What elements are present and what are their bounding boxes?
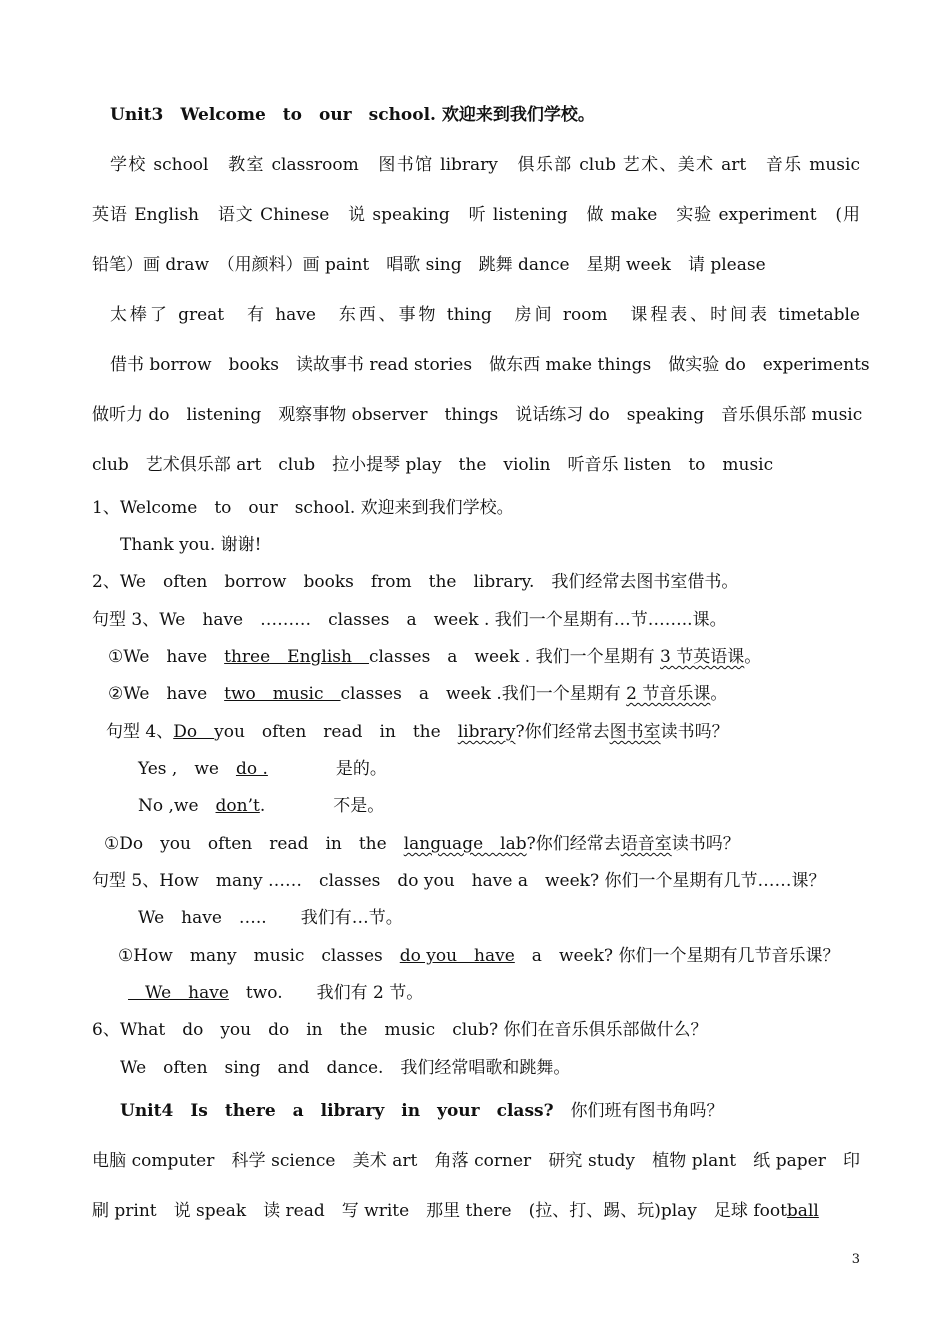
text-segment: ①We have [108, 647, 225, 667]
text-segment: ①Do you often read in the [104, 834, 404, 854]
pattern-5-example-answer [128, 982, 896, 1004]
wavy-underlined-text: language lab [403, 834, 527, 854]
pattern-4-example [104, 833, 872, 855]
underlined-text: We have [128, 983, 229, 1003]
vocab-line-6: 做听力 do listening 观察事物 observer things 说话练习 do speaking 音乐俱乐部 music [92, 405, 863, 425]
sentence-6: 6、What do you do in the music club? 你们在音乐俱乐部做什么？ [92, 1020, 708, 1040]
pattern-5-answer: We have ….. 我们有…节。 [138, 908, 403, 928]
unit4-title-english: Unit4 Is there a library in your class? [120, 1101, 554, 1121]
unit4-vocab-line-1: 电脑 computer 科学 science 美术 art 角落 corner 研究 study 植物 plant 纸 paper 印 [92, 1151, 860, 1171]
text-segment: ②We have [108, 684, 225, 704]
unit4-title-chinese: 你们班有图书角吗？ [553, 1101, 724, 1121]
sentence-6-answer: We often sing and dance. 我们经常唱歌和跳舞。 [120, 1058, 571, 1078]
vocab-line-7: club 艺术俱乐部 art club 拉小提琴 play the violin 听音乐 listen to music [92, 455, 774, 475]
underlined-text: two music [224, 684, 341, 704]
text-segment: 读书吗？ [660, 722, 729, 742]
pattern-4-yes [138, 758, 906, 780]
text-segment: a week? 你们一个星期有几节音乐课？ [514, 946, 840, 966]
sentence-1: 1、Welcome to our school. 欢迎来到我们学校。 [92, 498, 514, 518]
sentence-1-reply: Thank you. 谢谢! [120, 535, 262, 555]
vocab-line-1: 学校 school 教室 classroom 图书馆 library 俱乐部 club 艺术、美术 art 音乐 music [110, 155, 860, 175]
underlined-text: don’t [215, 796, 260, 816]
underlined-text: do . [235, 759, 268, 779]
text-segment: you often read in the [214, 722, 458, 742]
text-segment: . 不是。 [259, 796, 385, 816]
unit3-title: Unit3 Welcome to our school. 欢迎来到我们学校。 [110, 105, 595, 125]
text-segment: classes a week . 我们一个星期有 [368, 647, 661, 667]
page-number: 3 [851, 1252, 860, 1267]
text-segment: 刷 print 说 speak 读 read 写 write 那里 there (拉、打、踢、玩)play 足球 foot [92, 1201, 787, 1221]
wavy-underlined-text: library [457, 722, 516, 742]
vocab-line-4: 太棒了 great 有 have 东西、事物 thing 房间 room 课程表、时间表 timetable [110, 305, 860, 325]
wavy-underlined-text: 图书室 [609, 722, 661, 742]
sentence-2: 2、We often borrow books from the library. 我们经常去图书室借书。 [92, 572, 739, 592]
text-segment: ?你们经常去 [515, 722, 610, 742]
wavy-underlined-text: 2 节音乐课 [626, 684, 711, 704]
text-segment: 句型 4、 [106, 722, 174, 742]
underlined-text: do you have [399, 946, 515, 966]
pattern-4-no [138, 795, 906, 817]
pattern-3-example-2 [108, 683, 876, 705]
vocab-line-3: 铅笔）画 draw （用颜料）画 paint 唱歌 sing 跳舞 dance 星期 week 请 please [92, 255, 766, 275]
text-segment: ?你们经常去 [526, 834, 621, 854]
unit4-vocab-line-2 [92, 1200, 860, 1222]
pattern-3: 句型 3、We have ……… classes a week . 我们一个星期有…节……..课。 [92, 610, 727, 630]
text-segment: 是的。 [267, 759, 387, 779]
pattern-3-example-1 [108, 646, 876, 668]
unit4-title [120, 1100, 888, 1122]
text-segment: ①How many music classes [118, 946, 400, 966]
wavy-underlined-text: 语音室 [620, 834, 672, 854]
pattern-5: 句型 5、How many …… classes do you have a week? 你们一个星期有几节……课？ [92, 871, 826, 891]
underlined-text: ball [786, 1201, 819, 1221]
underlined-text: three English [224, 647, 369, 667]
vocab-line-2: 英语 English 语文 Chinese 说 speaking 听 listening 做 make 实验 experiment (用 [92, 205, 860, 225]
pattern-4 [106, 721, 874, 743]
text-segment: classes a week .我们一个星期有 [340, 684, 627, 704]
text-segment: 。 [744, 647, 762, 667]
text-segment: 读书吗？ [671, 834, 740, 854]
text-segment: No ,we [138, 796, 216, 816]
underlined-text: Do [173, 722, 215, 742]
text-segment: 。 [710, 684, 728, 704]
text-segment: two. 我们有 2 节。 [228, 983, 424, 1003]
vocab-line-5: 借书 borrow books 读故事书 read stories 做东西 make things 做实验 do experiments [110, 355, 870, 375]
pattern-5-example [118, 945, 886, 967]
wavy-underlined-text: 3 节英语课 [660, 647, 745, 667]
text-segment: Yes , we [138, 759, 236, 779]
